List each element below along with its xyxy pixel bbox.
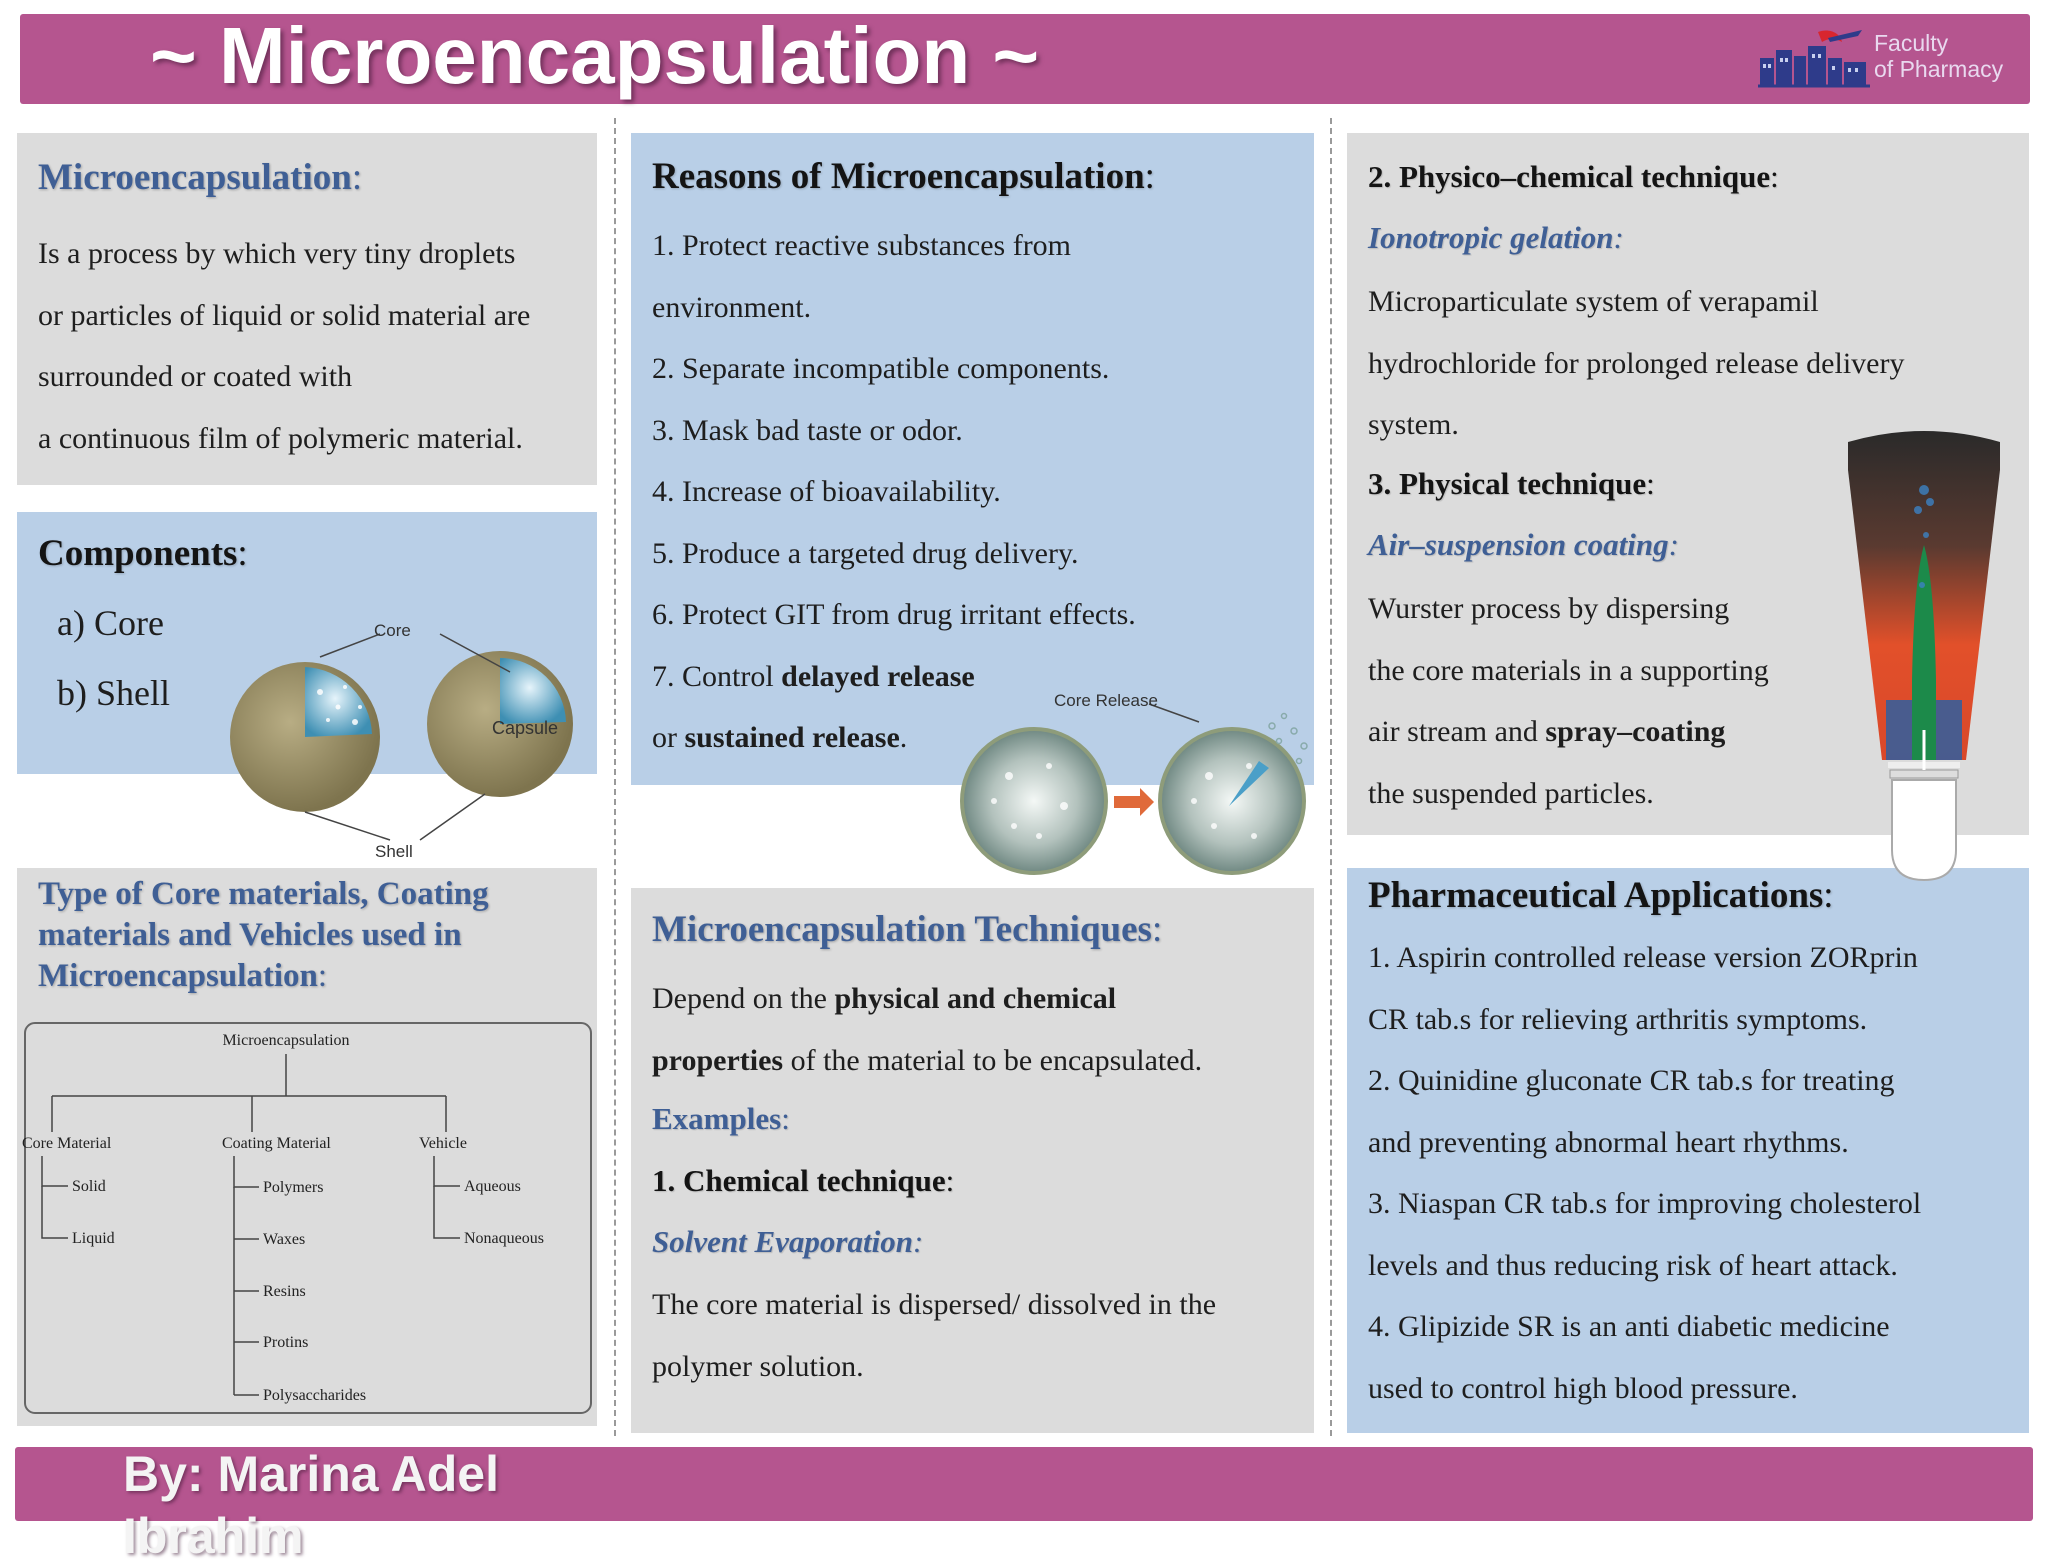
core-release-label: Core Release	[1054, 691, 1158, 710]
tree-leaf-protins: Protins	[263, 1334, 309, 1351]
ionotropic-text: Microparticulate system of verapamil hydrochloride for prolonged release delivery system.	[1368, 285, 1905, 441]
footer-banner	[15, 1446, 2033, 1564]
applications-panel	[1347, 868, 2029, 1433]
solvent-evaporation-text: The core material is dispersed/ dissolved in the polymer solution.	[652, 1288, 1217, 1383]
column-divider-right	[1330, 118, 1332, 1436]
materials-tree-diagram	[22, 1020, 594, 1416]
tree-root: Microencapsulation	[222, 1032, 350, 1049]
tree-leaf-solid: Solid	[72, 1178, 106, 1195]
capsule-cutaway-right	[500, 658, 566, 724]
core-cutaway-left	[305, 667, 372, 737]
tree-leaf-aqueous: Aqueous	[464, 1178, 521, 1195]
tree-branch-core: Core Material	[22, 1135, 112, 1152]
microcapsule-releasing	[1160, 729, 1304, 873]
core-label: Core	[374, 621, 411, 640]
types-title: Type of Core materials, Coating materials and Vehicles used in Microencapsulation:	[38, 876, 489, 994]
university-building-icon	[1758, 28, 1870, 90]
tree-branch-vehicle: Vehicle	[419, 1135, 467, 1152]
microcapsule-intact	[962, 729, 1106, 873]
chemical-technique-title: 1. Chemical technique:	[652, 1163, 955, 1198]
core-release-diagram	[954, 686, 1320, 882]
tree-leaf-liquid: Liquid	[72, 1230, 115, 1247]
air-suspension-title: Air–suspension coating:	[1368, 527, 1679, 562]
definition-text: Is a process by which very tiny droplets or particles of liquid or solid material are surrounded or coated with a continuous film of polymeric material.	[38, 237, 531, 455]
arrow-right-icon	[1114, 788, 1154, 816]
core-shell-diagram	[210, 612, 590, 862]
tree-leaf-polysaccharides: Polysaccharides	[263, 1387, 367, 1404]
solvent-evaporation-title: Solvent Evaporation:	[652, 1224, 924, 1259]
physical-technique-title: 3. Physical technique:	[1368, 466, 1655, 501]
header-banner	[20, 11, 2030, 104]
tree-leaf-waxes: Waxes	[263, 1231, 306, 1248]
ionotropic-title: Ionotropic gelation:	[1368, 220, 1624, 255]
air-plenum	[1892, 780, 1956, 880]
techniques-panel	[631, 888, 1314, 1433]
tree-branch-coating: Coating Material	[222, 1135, 331, 1152]
capsule-label: Capsule	[492, 718, 559, 738]
applications-list: 1. Aspirin controlled release version ZORprin CR tab.s for relieving arthritis symptoms. 2. Quinidine gluconate CR tab.s for treating and preventing abnormal heart rhythms. 3. Niaspan CR tab.s for improving cholesterol levels and thus reducing risk of heart attack. 4. Glipizide SR is an anti diabetic medicine used to control high blood pressure.	[1368, 941, 1922, 1405]
components-title: Components:	[38, 533, 248, 574]
column-divider-left	[614, 118, 616, 1436]
definition-panel	[17, 133, 597, 485]
physico-title: 2. Physico–chemical technique:	[1368, 159, 1779, 194]
components-item-shell: b) Shell	[57, 673, 170, 713]
techniques-intro: Depend on the physical and chemical properties of the material to be encapsulated.	[652, 982, 1203, 1077]
tree-leaf-nonaqueous: Nonaqueous	[464, 1230, 544, 1247]
reasons-list: 1. Protect reactive substances from environment. 2. Separate incompatible components. 3. Mask bad taste or odor. 4. Increase of bioavailability. 5. Produce a targeted drug delivery. 6. Protect GIT from drug irritant effects. 7. Control delayed release or sustained release.	[652, 229, 1136, 754]
tree-leaf-resins: Resins	[263, 1283, 306, 1300]
components-item-core: a) Core	[57, 603, 164, 643]
examples-label: Examples:	[652, 1101, 790, 1136]
techniques-title: Microencapsulation Techniques:	[652, 909, 1163, 950]
reasons-title: Reasons of Microencapsulation:	[652, 156, 1155, 197]
definition-title: Microencapsulation:	[38, 157, 363, 198]
wurster-coater-illustration	[1846, 430, 2002, 885]
faculty-name: Faculty of Pharmacy	[1874, 30, 2004, 82]
author-name: By: Marina Adel Ibrahim	[123, 1446, 500, 1564]
air-suspension-text: Wurster process by dispersing the core materials in a supporting air stream and spray–coating the suspended particles.	[1368, 592, 1769, 810]
page-title: ~ Microencapsulation ~	[150, 11, 1040, 100]
shell-label: Shell	[375, 842, 413, 861]
applications-title: Pharmaceutical Applications:	[1368, 875, 1834, 916]
faculty-logo	[1758, 28, 2020, 90]
tree-leaf-polymers: Polymers	[263, 1179, 324, 1196]
